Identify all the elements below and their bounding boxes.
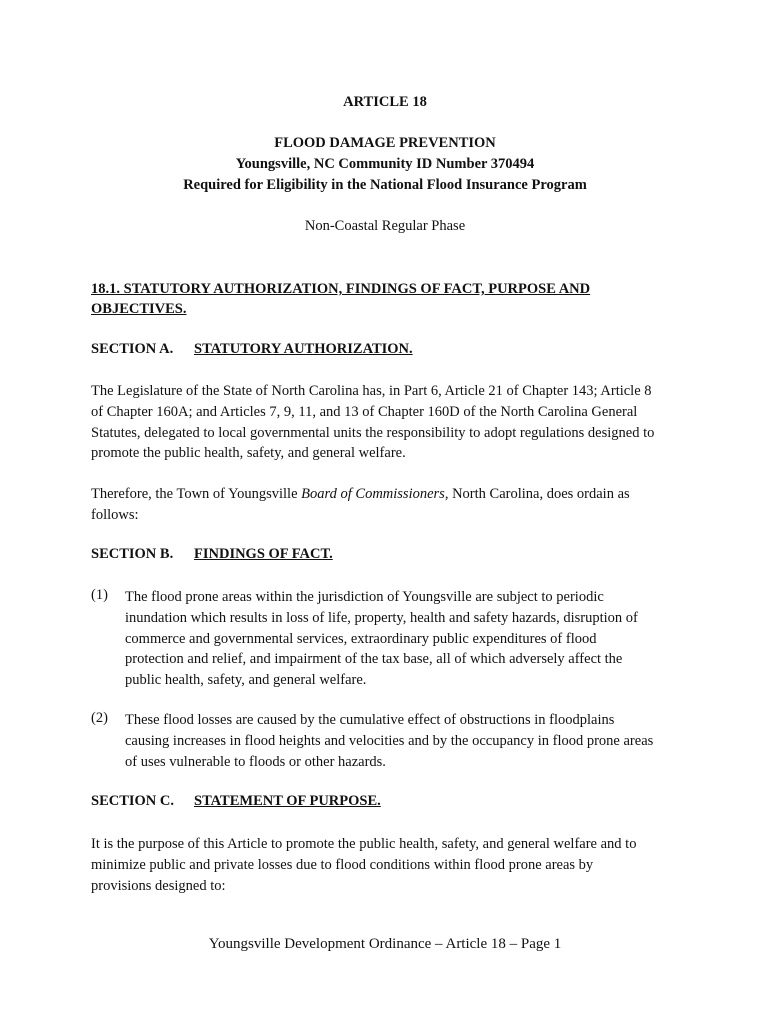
board-of-commissioners: Board of Commissioners [301, 486, 445, 502]
text-line: provisions designed to: [91, 877, 226, 894]
requirement-line: Required for Eligibility in the National Flood Insurance Program [183, 177, 587, 193]
section-18-1-heading [91, 279, 590, 320]
text-line: promote the public health, safety, and general welfare. [91, 445, 406, 462]
page-footer: Youngsville Development Ordinance – Article 18 – Page 1 [208, 936, 562, 952]
finding-1-text [125, 587, 638, 691]
text-line: The flood prone areas within the jurisdiction of Youngsville are subject to periodic [125, 589, 604, 605]
section-c-label: SECTION C. [91, 793, 174, 809]
text-line: follows: [91, 506, 139, 523]
para2-post: , North Carolina, does ordain as [444, 486, 630, 502]
section-a-label: SECTION A. [91, 341, 174, 357]
text-line: It is the purpose of this Article to promote the public health, safety, and general welfare and to [91, 836, 637, 852]
section-b-title: FINDINGS OF FACT. [194, 546, 333, 562]
section-18-1-heading-line1: 18.1. STATUTORY AUTHORIZATION, FINDINGS OF FACT, PURPOSE AND [91, 281, 591, 297]
para2-pre: Therefore, the Town of Youngsville [91, 486, 302, 502]
section-a-title: STATUTORY AUTHORIZATION. [194, 341, 413, 357]
article-title: FLOOD DAMAGE PREVENTION [274, 135, 496, 151]
text-line: minimize public and private losses due to flood conditions within flood prone areas by [91, 856, 594, 873]
text-line: inundation which results in loss of life, property, health and safety hazards, disruption of [125, 609, 638, 626]
text-line: These flood losses are caused by the cumulative effect of obstructions in floodplains [125, 712, 615, 728]
text-line: of Chapter 160A; and Articles 7, 9, 11, and 13 of Chapter 160D of the North Carolina General [91, 403, 638, 420]
section-a-paragraph-2 [91, 484, 686, 526]
article-number: ARTICLE 18 [343, 94, 427, 110]
section-18-1-heading-line2: OBJECTIVES. [91, 301, 187, 318]
community-id-line: Youngsville, NC Community ID Number 370494 [235, 156, 535, 172]
text-line: protection and relief, and impairment of the tax base, all of which adversely affect the [125, 651, 623, 668]
section-c-paragraph [91, 834, 686, 896]
text-line: public health, safety, and general welfare. [125, 672, 367, 689]
section-c-title: STATEMENT OF PURPOSE. [194, 793, 381, 809]
finding-2-number: (2) [91, 710, 108, 726]
section-a-paragraph-1 [91, 381, 686, 464]
section-c-heading [91, 793, 381, 810]
finding-2-text [125, 710, 653, 772]
section-a-heading [91, 341, 413, 358]
finding-1-number: (1) [91, 587, 108, 603]
text-line: causing increases in flood heights and velocities and by the occupancy in flood prone areas [125, 732, 654, 749]
text-line: The Legislature of the State of North Carolina has, in Part 6, Article 21 of Chapter 143; Article 8 [91, 383, 652, 399]
text-line: of uses vulnerable to floods or other hazards. [125, 753, 386, 770]
phase-line: Non-Coastal Regular Phase [304, 218, 466, 234]
text-line [91, 484, 686, 505]
text-line: commerce and governmental services, extraordinary public expenditures of flood [125, 630, 597, 647]
text-line: Statutes, delegated to local governmental units the responsibility to adopt regulations designed to [91, 424, 655, 441]
section-b-label: SECTION B. [91, 546, 174, 562]
section-b-heading [91, 546, 333, 563]
